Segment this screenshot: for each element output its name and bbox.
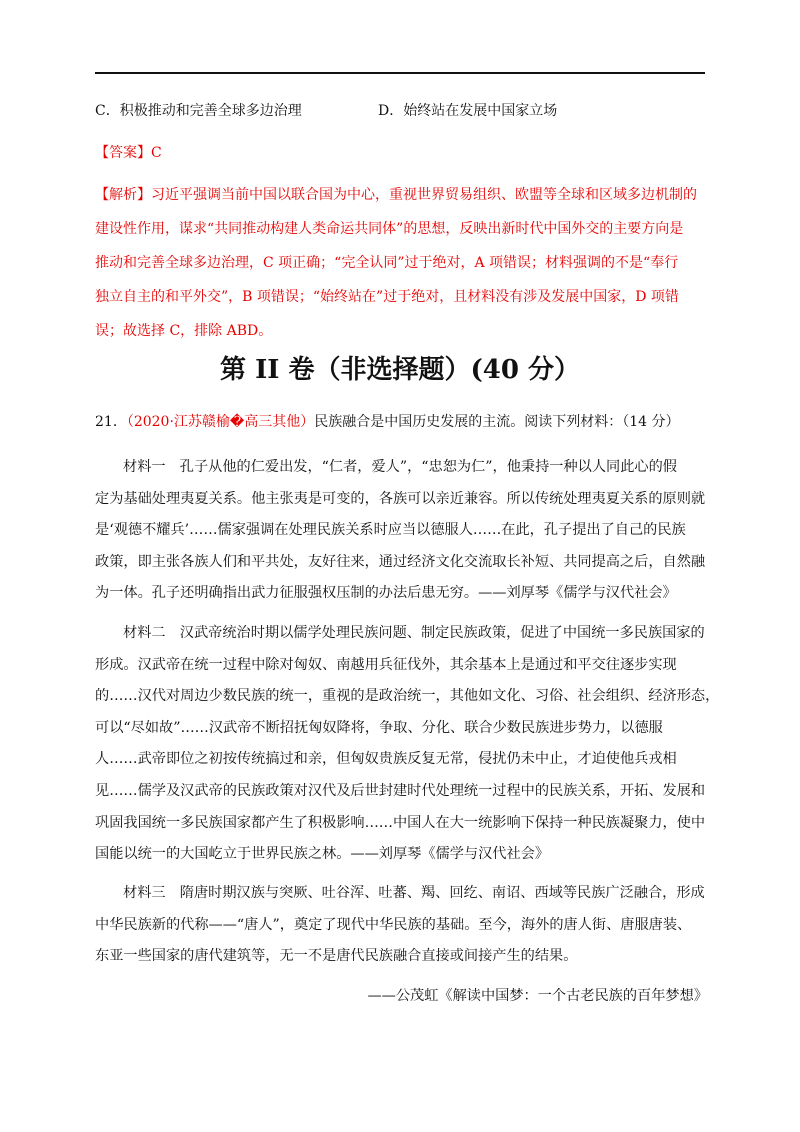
analysis-line: 【解析】习近平强调当前中国以联合国为中心，重视世界贸易组织、欧盟等全球和区域多边机制的 — [95, 187, 697, 203]
material-line: 定为基础处理夷夏关系。他主张夷是可变的，各族可以亲近兼容。所以传统处理夷夏关系的原则就 — [95, 490, 706, 507]
material-three-source: ——公茂虹《解读中国梦：一个古老民族的百年梦想》 — [367, 988, 708, 1004]
material-line: 见……儒学及汉武帝的民族政策对汉代及后世封建时代处理统一过程中的民族关系，开拓、发展和 — [95, 782, 706, 799]
material-line: 为一体。孔子还明确指出武力征服强权压制的办法后患无穷。——刘厚琴《儒学与汉代社会》 — [95, 585, 677, 602]
answer-label: 【答案】C — [95, 145, 162, 161]
material-line: 人……武帝即位之初按传统搞过和亲，但匈奴贵族反复无常，侵扰仍未中止，才迫使他兵戎相 — [95, 751, 677, 768]
material-line: 材料一 孔子从他的仁爱出发，“仁者，爱人”，“忠恕为仁”，他秉持一种以人同此心的假 — [123, 459, 677, 475]
material-line: 政策，即主张各族人们和平共处，友好往来，通过经济文化交流取长补短、共同提高之后，自然融 — [95, 553, 706, 570]
analysis-line: 误；故选择 C，排除 ABD。 — [95, 323, 273, 339]
analysis-line: 建设性作用，谋求“共同推动构建人类命运共同体”的思想，反映出新时代中国外交的主要方向是 — [95, 221, 684, 237]
question-21 — [95, 411, 680, 433]
material-line: 材料二 汉武帝统治时期以儒学处理民族问题、制定民族政策，促进了中国统一多民族国家的 — [123, 625, 705, 641]
header-rule — [95, 72, 705, 74]
option-c: C．积极推动和完善全球多边治理 — [95, 103, 302, 119]
question-number: 21． — [95, 414, 127, 430]
material-line: 材料三 隋唐时期汉族与突厥、吐谷浑、吐蕃、羯、回纥、南诏、西域等民族广泛融合，形成 — [123, 885, 705, 901]
material-line: 东亚一些国家的唐代建筑等，无一不是唐代民族融合直接或间接产生的结果。 — [95, 948, 578, 965]
material-line: 形成。汉武帝在统一过程中除对匈奴、南越用兵征伐外，其余基本上是通过和平交往逐步实现 — [95, 656, 677, 673]
analysis-block — [95, 178, 707, 348]
section-title: 第 II 卷（非选择题）(40 分） — [220, 355, 580, 385]
material-three — [95, 878, 710, 973]
material-line: 是‘观德不耀兵’……儒家强调在处理民族关系时应当以德服人……在此，孔子提出了自己的民族 — [95, 522, 686, 539]
analysis-line: 独立自主的和平外交”，B 项错误；“始终站在”过于绝对，且材料没有涉及发展中国家，D 项错 — [95, 289, 679, 305]
analysis-line: 推动和完善全球多边治理，C 项正确；“完全认同”过于绝对，A 项错误；材料强调的不是“奉行 — [95, 255, 679, 271]
material-line: 巩固我国统一多民族国家都产生了积极影响……中国人在大一统影响下保持一种民族凝聚力，使中 — [95, 814, 706, 831]
material-line: 中华民族新的代称——“唐人”，奠定了现代中华民族的基础。至今，海外的唐人街、唐服唐装、 — [95, 916, 692, 933]
material-one — [95, 452, 710, 610]
option-d: D．始终站在发展中国家立场 — [378, 103, 558, 119]
material-line: 的……汉代对周边少数民族的统一，重视的是政治统一，其他如文化、习俗、社会组织、经济形态， — [95, 688, 720, 705]
material-line: 可以“尽如故”……汉武帝不断招抚匈奴降将，争取、分化、联合少数民族进步势力，以德服 — [95, 719, 663, 736]
material-two — [95, 618, 720, 871]
question-stem: 民族融合是中国历史发展的主流。阅读下列材料：（14 分） — [314, 414, 680, 430]
question-source: （2020·江苏赣榆�高三其他） — [126, 414, 315, 430]
material-line: 国能以统一的大国屹立于世界民族之林。——刘厚琴《儒学与汉代社会》 — [95, 846, 550, 863]
